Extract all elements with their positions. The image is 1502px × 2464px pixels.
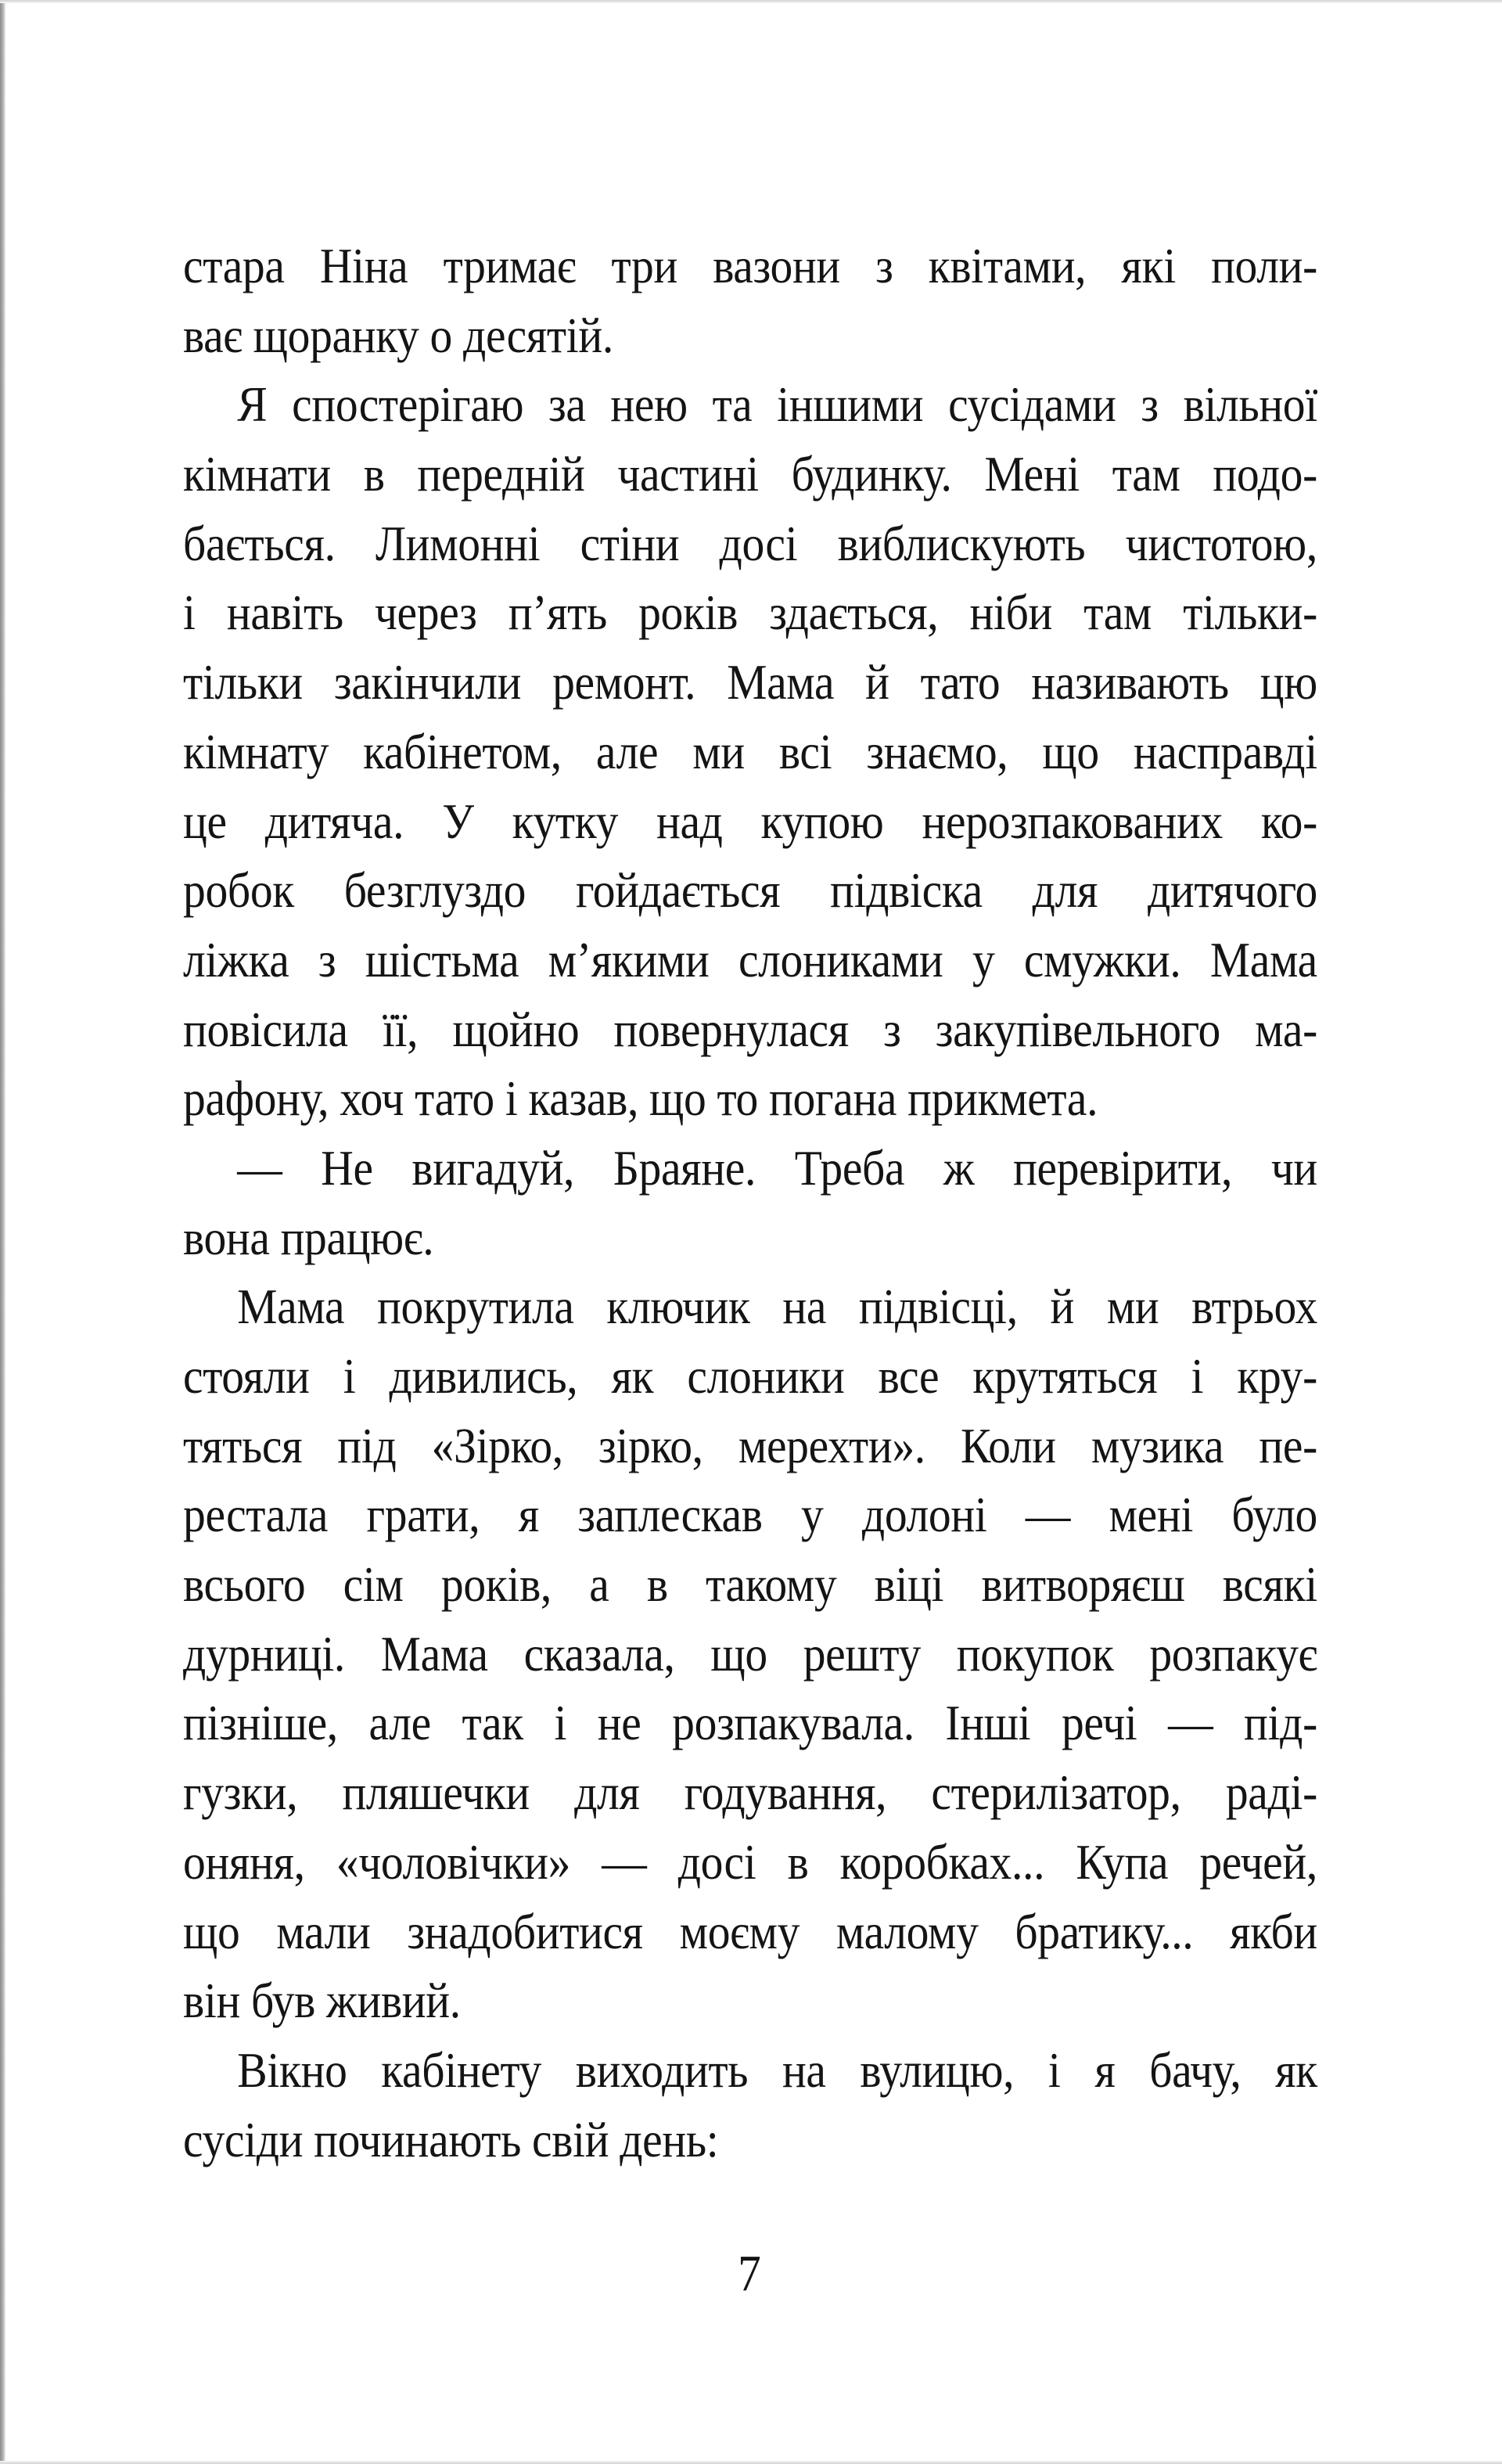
text-line: бається. Лимонні стіни досі виблискують чистотою, <box>183 515 1317 571</box>
page-edge-top <box>0 0 1502 3</box>
text-line: тільки закінчили ремонт. Мама й тато називають цю <box>183 654 1317 710</box>
text-line: — Не вигадуй, Браяне. Треба ж перевірити, чи <box>237 1139 1317 1196</box>
text-line: оняня, «чоловічки» — досі в коробках... Купа речей, <box>183 1833 1317 1890</box>
text-line: Мама покрутила ключик на підвісці, й ми втрьох <box>237 1279 1317 1335</box>
page-number: 7 <box>738 2245 761 2302</box>
text-line: повісила її, щойно повернулася з закупівельного ма- <box>183 1001 1317 1057</box>
text-line: тяться під «Зірко, зірко, мерехти». Коли музика пе- <box>183 1417 1317 1473</box>
text-line: пізніше, але так і не розпакувала. Інші речі — під- <box>183 1695 1317 1751</box>
text-line: рафону, хоч тато і казав, що то погана прикмета. <box>183 1070 1098 1127</box>
text-line: ває щоранку о десятій. <box>183 307 613 363</box>
text-line: що мали знадобитися моєму малому братику... якби <box>183 1903 1317 1959</box>
text-line: Вікно кабінету виходить на вулицю, і я бачу, як <box>237 2041 1317 2098</box>
text-line: робок безглуздо гойдається підвіска для дитячого <box>183 862 1317 919</box>
text-line: стояли і дивились, як слоники все крутяться і кру- <box>183 1348 1317 1404</box>
text-line: і навіть через п’ять років здається, ніби там тільки- <box>183 585 1317 641</box>
text-line: це дитяча. У кутку над купою нерозпакованих ко- <box>183 793 1317 849</box>
paragraph <box>183 232 1317 370</box>
paragraph-dialogue <box>183 1134 1317 1272</box>
text-line: вона працює. <box>183 1209 434 1265</box>
text-line: стара Ніна тримає три вазони з квітами, які поли- <box>183 238 1317 293</box>
text-line: дурниці. Мама сказала, що решту покупок розпакує <box>183 1625 1317 1682</box>
text-line: кімнату кабінетом, але ми всі знаємо, що насправді <box>183 723 1317 779</box>
paragraph <box>183 1272 1317 2036</box>
paragraph <box>183 2036 1317 2174</box>
text-line: всього сім років, а в такому віці витворяєш всякі <box>183 1556 1317 1613</box>
paragraph <box>183 370 1317 1134</box>
text-column <box>183 232 1317 2174</box>
text-line: гузки, пляшечки для годування, стерилізатор, раді- <box>183 1764 1317 1821</box>
page-edge-left <box>0 0 5 2464</box>
text-line: ліжка з шістьма м’якими слониками у смужки. Мама <box>183 931 1317 987</box>
text-line: рестала грати, я заплескав у долоні — мені було <box>183 1487 1317 1543</box>
text-line: кімнати в передній частині будинку. Мені там подо- <box>183 446 1317 502</box>
text-line: сусіди починають свій день: <box>183 2111 719 2167</box>
page-edge-bottom <box>0 2461 1502 2464</box>
text-line: він був живий. <box>183 1973 461 2029</box>
text-line: Я спостерігаю за нею та іншими сусідами з вільної <box>237 376 1317 433</box>
